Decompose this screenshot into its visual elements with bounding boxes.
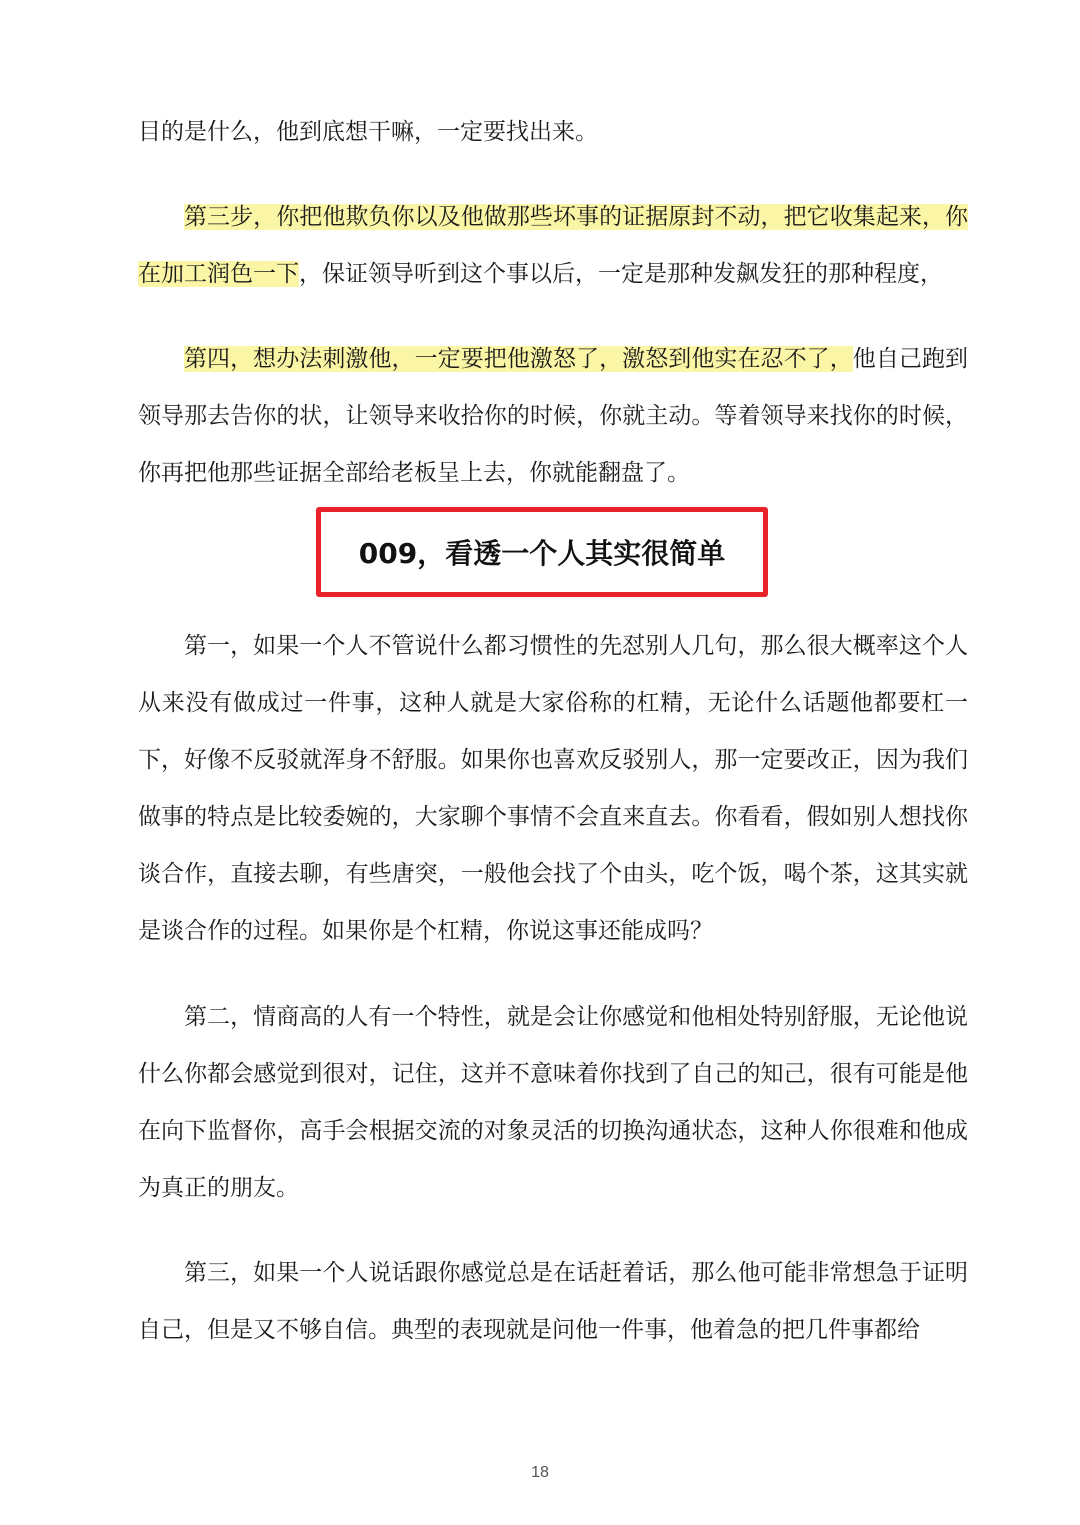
- section-title-box: [316, 507, 768, 597]
- paragraph-step-three: [138, 189, 968, 303]
- paragraph-text: 第三，如果一个人说话跟你感觉总是在话赶着话，那么他可能非常想急于证明自己，但是又不够自信。典型的表现就是问他一件事，他着急的把几件事都给: [138, 1260, 968, 1343]
- paragraph-text: 目的是什么，他到底想干嘛，一定要找出来。: [138, 119, 598, 145]
- section-title: 009，看透一个人其实很简单: [358, 537, 726, 570]
- paragraph-text: 第一，如果一个人不管说什么都习惯性的先怼别人几句，那么很大概率这个人从来没有做成过一件事，这种人就是大家俗称的杠精，无论什么话题他都要杠一下，好像不反驳就浑身不舒服。如果你也喜欢反驳别人，那一定要改正，因为我们做事的特点是比较委婉的，大家聊个事情不会直来直去。你看看，假如别人想找你谈合作，直接去聊，有些唐突，一般他会找了个由头，吃个饭，喝个茶，这其实就是谈合作的过程。如果你是个杠精，你说这事还能成吗？: [138, 633, 968, 944]
- highlighted-text: 第三步，你把他欺负你以及他做那些坏事的证据原封不动，把它收集起来，你在加工润色一下: [138, 204, 968, 287]
- highlighted-text: 第四，想办法刺激他，一定要把他激怒了，激怒到他实在忍不了，: [184, 346, 853, 372]
- paragraph-continuation: [138, 104, 968, 161]
- paragraph-text: 他自己跑到领导那去告你的状，让领导来收拾你的时候，你就主动。等着领导来找你的时候，你再把他那些证据全部给老板呈上去，你就能翻盘了。: [138, 346, 969, 486]
- paragraph-text: 第二，情商高的人有一个特性，就是会让你感觉和他相处特别舒服，无论他说什么你都会感觉到很对，记住，这并不意味着你找到了自己的知己，很有可能是他在向下监督你，高手会根据交流的对象灵活的切换沟通状态，这种人你很难和他成为真正的朋友。: [138, 1004, 968, 1201]
- paragraph-point-one: [138, 618, 968, 960]
- paragraph-point-three: [138, 1245, 968, 1359]
- paragraph-step-four: [138, 331, 968, 502]
- paragraph-point-two: [138, 989, 968, 1217]
- paragraph-text: ，保证领导听到这个事以后，一定是那种发飙发狂的那种程度，: [299, 261, 943, 287]
- page-number: 18: [531, 1464, 549, 1481]
